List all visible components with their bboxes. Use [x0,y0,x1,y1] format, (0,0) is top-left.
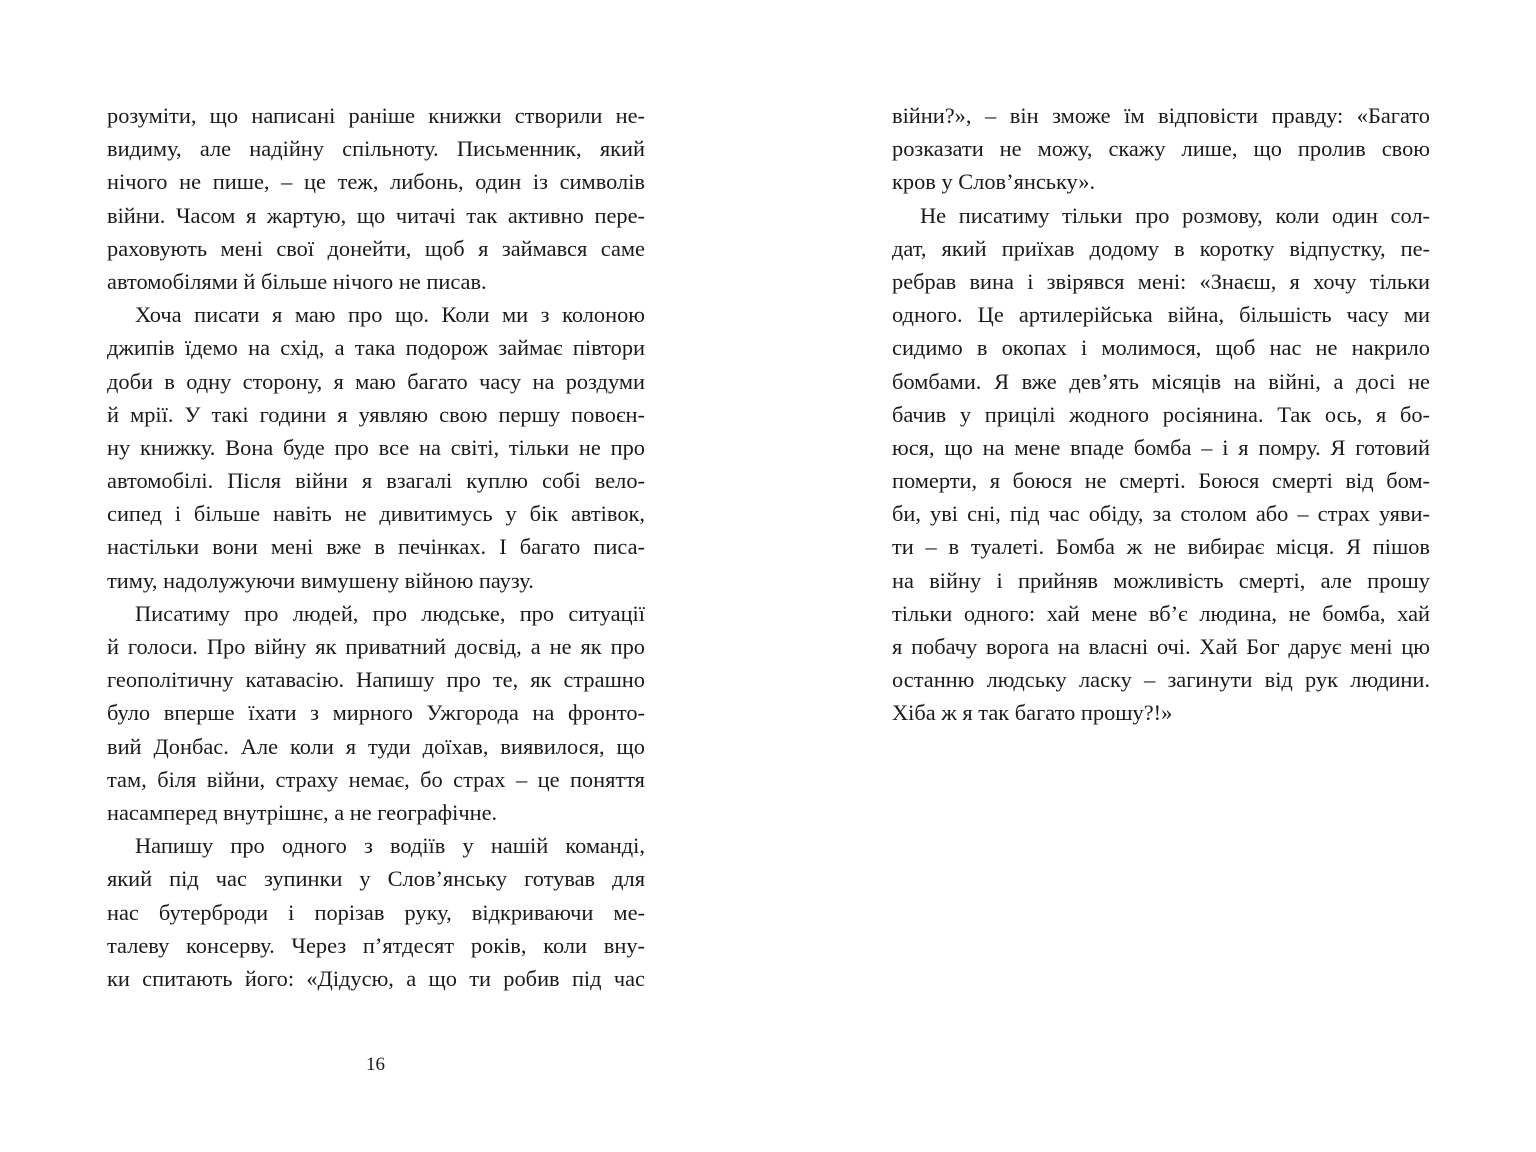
text-line: й голоси. Про війну як приватний досвід, а не як про [107,634,645,659]
text-line: й мрії. У такі години я уявляю свою першу повоєн- [107,401,645,427]
text-line: тиму, надолужуючи вимушену війною паузу. [107,567,534,593]
text-line: ребрав вина і звірявся мені: «Знаєш, я хочу тільки [892,268,1430,294]
text-line: війни?», – він зможе їм відповісти правду: «Багато [892,103,1430,128]
text-line: нас бутерброди і порізав руку, відкриваючи ме- [107,899,645,925]
left-page-text [107,99,645,995]
text-line: ти – в туалеті. Бомба ж не вибирає місця. Я пішов [892,534,1430,560]
text-line: кров у Слов’янську». [892,169,1096,195]
text-line: бачив у прицілі жодного росіянина. Так ось, я бо- [892,401,1430,427]
text-line: геополітичну катавасію. Напишу про те, як страшно [107,667,645,693]
text-line: юся, що на мене впаде бомба – і я помру. Я готовий [892,434,1430,460]
text-line: джипів їдемо на схід, а така подорож займає півтори [107,335,645,361]
text-line: тільки одного: хай мене вб’є людина, не бомба, хай [892,600,1430,626]
text-line: дат, який приїхав додому в коротку відпустку, пе- [892,235,1430,261]
text-line: на війну і прийняв можливість смерті, але прошу [892,567,1430,593]
text-line: настільки вони мені вже в печінках. І багато писа- [107,534,645,560]
text-line: війни. Часом я жартую, що читачі так активно пере- [107,202,645,228]
text-line: розуміти, що написані раніше книжки створили не- [107,103,645,128]
text-line: автомобілями й більше нічого не писав. [107,268,487,294]
page-number: 16 [366,1054,385,1075]
text-line: Хіба ж я так багато прошу?!» [892,700,1173,726]
text-line: Не писатиму тільки про розмову, коли один сол- [920,202,1430,228]
right-page-text [892,99,1430,730]
text-line: який під час зупинки у Слов’янську готував для [107,866,645,892]
text-line: вий Донбас. Але коли я туди доїхав, виявилося, що [107,733,645,759]
text-line: талеву консерву. Через п’ятдесят років, коли вну- [107,932,645,958]
text-line: доби в одну сторону, я маю багато часу на роздуми [107,368,645,394]
text-line: розказати не можу, скажу лише, що пролив свою [892,136,1430,162]
text-line: автомобілі. Після війни я взагалі куплю собі вело- [107,468,645,494]
text-line: бомбами. Я вже дев’ять місяців на війні, а досі не [892,368,1430,394]
text-line: ки спитають його: «Дідусю, а що ти робив під час [107,965,645,991]
text-line: Писатиму про людей, про людське, про ситуації [135,600,645,626]
text-line: сипед і більше навіть не дивитимусь у бік автівок, [107,501,645,527]
text-line: сидимо в окопах і молимося, щоб нас не накрило [892,335,1430,361]
text-line: Хоча писати я маю про що. Коли ми з колоною [135,302,645,328]
text-line: ну книжку. Вона буде про все на світі, тільки не про [107,434,645,460]
text-line: останню людську ласку – загинути від рук людини. [892,667,1430,693]
text-line: раховують мені свої донейти, щоб я займався саме [107,235,645,261]
text-line: Напишу про одного з водіїв у нашій команді, [135,833,645,859]
text-line: би, уві сні, під час обіду, за столом або – страх уяви- [892,501,1430,527]
text-line: померти, я боюся не смерті. Боюся смерті від бом- [892,468,1430,494]
text-line: там, біля війни, страху немає, бо страх – це поняття [107,766,645,792]
text-line: нічого не пише, – це теж, либонь, один із символів [107,169,645,195]
text-line: було вперше їхати з мирного Ужгорода на фронто- [107,700,645,726]
text-line: видиму, але надійну спільноту. Письменник, який [107,136,645,162]
text-line: одного. Це артилерійська війна, більшість часу ми [892,302,1430,328]
text-line: насамперед внутрішнє, а не географічне. [107,799,498,825]
text-line: я побачу ворога на власні очі. Хай Бог дарує мені цю [892,634,1430,659]
